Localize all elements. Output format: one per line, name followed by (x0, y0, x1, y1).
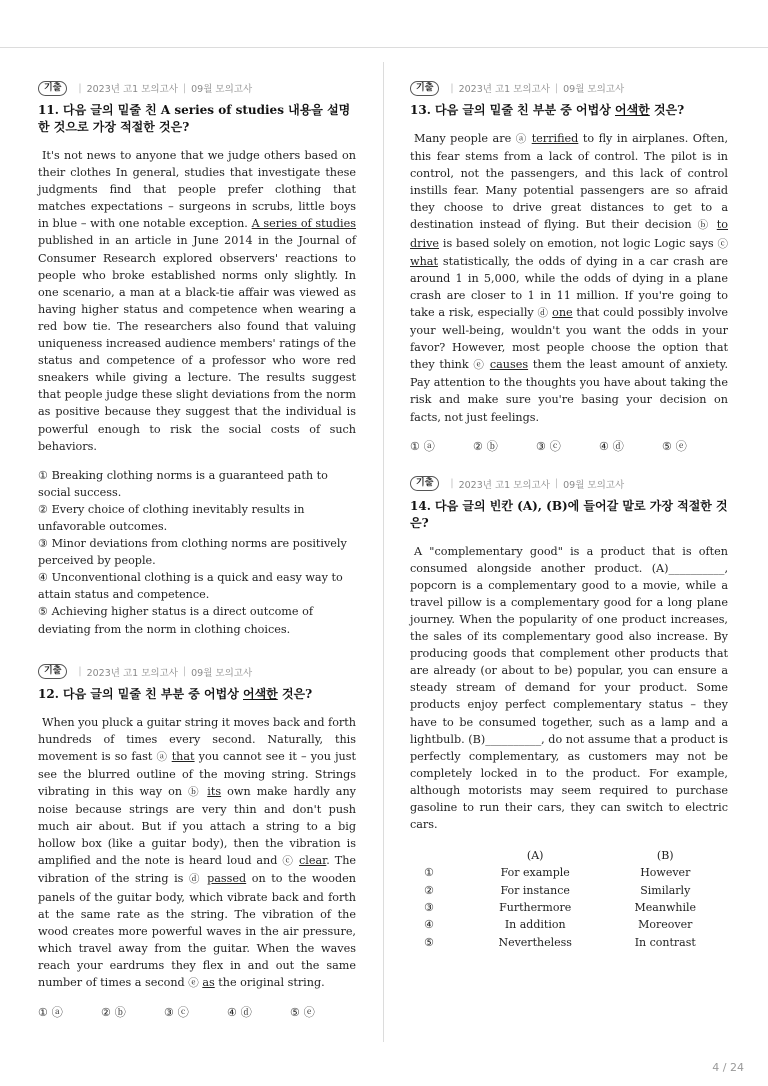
answer-choice[interactable]: ④ ⓓ (227, 1006, 252, 1020)
answer-choice[interactable]: ③ ⓒ (164, 1006, 189, 1020)
answer-choice[interactable]: ⑤ ⓔ (290, 1006, 315, 1020)
answer-choice[interactable]: ⑤ ⓔ (662, 439, 687, 453)
header-rule (0, 47, 768, 48)
answer-option[interactable]: ① Breaking clothing norms is a guaranteed path to social success. (38, 468, 328, 499)
question-title: 12. 다음 글의 밑줄 친 부분 중 어법상 어색한 것은? (38, 686, 313, 701)
column-b-header: (B) (656, 849, 674, 863)
marker-e: ⓔ (473, 359, 486, 372)
answer-choice[interactable]: ③ ⓒ (536, 439, 561, 453)
answer-choice[interactable]: ④ ⓓ (599, 439, 624, 453)
answer-row[interactable]: ④ In addition Moreover (424, 918, 693, 932)
column-a-header: (A) (526, 849, 544, 863)
exam-month: 09월 모의고사 (563, 84, 625, 95)
answer-choice[interactable]: ① ⓐ (38, 1006, 63, 1020)
passage: A "complementary good" is a product that is often consumed alongside another product. (A)__________, popcorn is a complementary good to a movie, while a travel pillow is a complementary good for a long plane journey. When the popularity of one product increases, the sales of its complementary good also increase. By producing goods that complement other products that are already (or about to be) popular, you can ensure a steady stream of demand for your product. Some products enjoy perfect complementary status – they have to be consumed together, such as a lamp and a lightbulb. (B)__________, do not assume that a product is perfectly complementary, as customers may not be completely locked in to the product. For example, although motorists may seem required to purchase gasoline to run their cars, they can switch to electric cars. (410, 544, 728, 832)
passage: When you pluck a guitar string it moves back and forth hundreds of times every second. Naturally, this movement is so fast ⓐ that you cannot see it – you just see the blurred outline of the moving string. Strings vibrating in this way on ⓑ its own make hardly any noise because strings are very thin and don't push much air about. But if you attach a string to a big hollow box (like a guitar body), then the vibration is amplified and the note is heard loud and ⓒ clear. The vibration of the string is ⓓ passed on to the wooden panels of the guitar body, which vibrate back and forth at the same rate as the string. The vibration of the wood creates more powerful waves in the air pressure, which travel away from the guitar. When the waves reach your eardrums they flex in and out the same number of times a second ⓔ as the original string. (38, 715, 357, 990)
answer-table (410, 847, 728, 951)
question-meta: 기출 | 2023년 고1 모의고사 | 09월 모의고사 (38, 664, 356, 680)
answer-option[interactable]: ⑤ Achieving higher status is a direct outcome of deviating from the norm in clothing choices. (38, 605, 313, 636)
right-column (410, 80, 728, 951)
marker-d: ⓓ (537, 306, 549, 319)
left-column (38, 80, 356, 1020)
column-divider (383, 62, 384, 1042)
answer-option[interactable]: ④ Unconventional clothing is a quick and easy way to attain status and competence. (38, 571, 343, 602)
answer-options (38, 467, 356, 638)
answer-choices (38, 1004, 356, 1020)
past-exam-tag: 기출 (410, 476, 439, 491)
passage: It's not news to anyone that we judge others based on their clothes In general, studies that investigate these judgments find that people prefer clothing that matches expectations – surgeons in scrubs, little boys in blue – with one notable exception. A series of studies published in an article in June 2014 in the Journal of Consumer Research explored observers' reactions to people who broke established norms only slightly. In one scenario, a man at a black-tie affair was viewed as having higher status and competence when wearing a red bow tie. The researchers also found that valuing uniqueness increased audience members' ratings of the status and competence of a professor who wore red sneakers while giving a lecture. The results suggest that people judge these slight deviations from the norm as positive because they suggest that the individual is powerful enough to risk the social costs of such behaviors. (38, 149, 356, 453)
page-number: 4 / 24 (712, 1061, 744, 1074)
question-meta: 기출 | 2023년 고1 모의고사 | 09월 모의고사 (410, 80, 728, 96)
marker-b: ⓑ (188, 786, 202, 798)
question-title: 11. 다음 글의 밑줄 친 A series of studies 내용을 설명한 것으로 가장 적절한 것은? (38, 103, 351, 134)
question-meta: 기출 | 2023년 고1 모의고사 | 09월 모의고사 (410, 476, 728, 492)
marker-a: ⓐ (515, 133, 528, 145)
answer-table-header (410, 847, 728, 864)
answer-choice[interactable]: ② ⓑ (473, 439, 498, 453)
question-12 (38, 664, 356, 1021)
question-title: 13. 다음 글의 밑줄 친 부분 중 어법상 어색한 것은? (410, 103, 685, 117)
exam-month: 09월 모의고사 (191, 84, 253, 95)
exam-month: 09월 모의고사 (563, 479, 625, 491)
answer-row[interactable]: ② For instance Similarly (424, 883, 691, 897)
answer-choice[interactable]: ① ⓐ (410, 439, 435, 453)
question-13 (410, 80, 728, 454)
marker-c: ⓒ (282, 855, 295, 868)
answer-option[interactable]: ② Every choice of clothing inevitably results in unfavorable outcomes. (38, 502, 305, 533)
exam-year: 2023년 고1 모의고사 (458, 479, 550, 491)
answer-row[interactable]: ⑤ Nevertheless In contrast (424, 935, 696, 949)
exam-year: 2023년 고1 모의고사 (458, 84, 550, 95)
marker-c: ⓒ (717, 237, 728, 250)
past-exam-tag: 기출 (38, 81, 67, 96)
past-exam-tag: 기출 (410, 81, 439, 96)
answer-row[interactable]: ① For example However (424, 866, 691, 880)
question-14 (410, 476, 728, 951)
question-meta: 기출 | 2023년 고1 모의고사 | 09월 모의고사 (38, 80, 356, 96)
underlined-phrase: A series of studies (251, 217, 356, 231)
question-11 (38, 80, 356, 638)
answer-choice[interactable]: ② ⓑ (101, 1006, 126, 1020)
marker-d: ⓓ (188, 873, 202, 886)
exam-year: 2023년 고1 모의고사 (86, 84, 178, 95)
answer-option[interactable]: ③ Minor deviations from clothing norms are positively perceived by people. (38, 537, 347, 568)
answer-choices (410, 438, 728, 454)
passage: Many people are ⓐ terrified to fly in airplanes. Often, this fear stems from a lack of control. The pilot is in control, not the passengers, and this lack of control instills fear. Many potential passengers are so afraid they choose to drive great distances to get to a destination instead of flying. But their decision ⓑ to drive is based solely on emotion, not logic Logic says ⓒ what statistically, the odds of dying in a car crash are around 1 in 5,000, while the odds of dying in a plane crash are closer to 1 in 11 million. If you're going to take a risk, especially ⓓ one that could possibly involve your well-being, wouldn't you want the odds in your favor? However, most people choose the option that they think ⓔ causes them the least amount of anxiety. Pay attention to the thoughts you have about taking the risk and make sure you're basing your decision on facts, not just feelings. (410, 132, 729, 424)
past-exam-tag: 기출 (38, 664, 67, 679)
marker-e: ⓔ (188, 977, 199, 990)
exam-year: 2023년 고1 모의고사 (86, 667, 178, 679)
question-title: 14. 다음 글의 빈칸 (A), (B)에 들어갈 말로 가장 적절한 것은? (410, 498, 728, 530)
exam-month: 09월 모의고사 (191, 667, 253, 679)
marker-a: ⓐ (156, 750, 168, 763)
marker-b: ⓑ (697, 219, 711, 232)
answer-row[interactable]: ③ Furthermore Meanwhile (424, 901, 696, 915)
